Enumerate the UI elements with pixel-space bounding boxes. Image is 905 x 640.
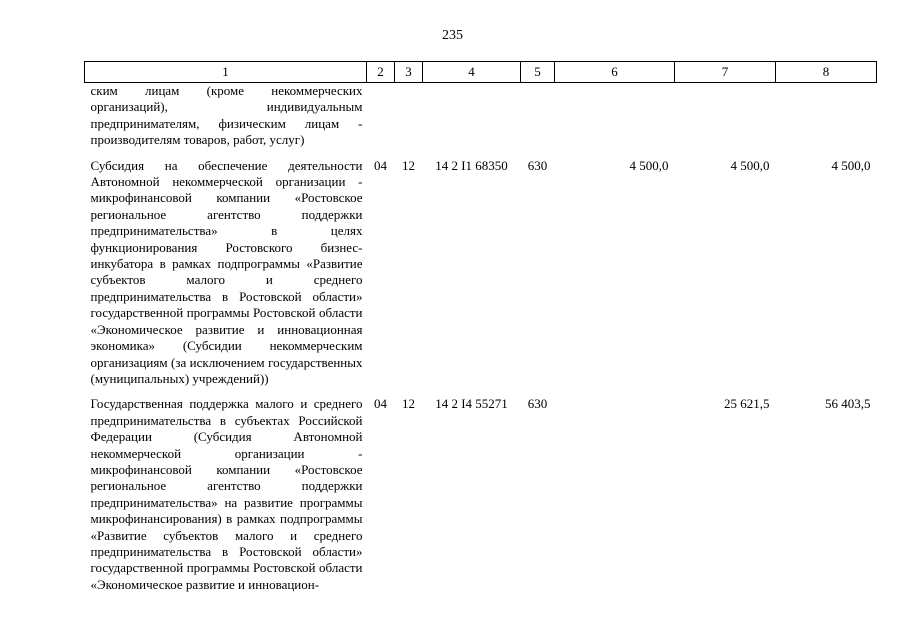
page-number: 235 xyxy=(442,28,463,43)
row-target-article: 14 2 I1 68350 xyxy=(435,157,508,173)
row-section: 04 xyxy=(374,396,387,412)
header-col-3: 3 xyxy=(395,62,423,83)
row-section xyxy=(367,83,395,158)
row-expense-type xyxy=(521,83,555,158)
row-target-article: 14 2 I4 55271 xyxy=(435,396,508,412)
row-amount-col6 xyxy=(555,396,675,593)
row-amount-col6 xyxy=(555,83,675,158)
header-col-6: 6 xyxy=(555,62,675,83)
header-col-5: 5 xyxy=(521,62,555,83)
row-description: Субсидия на обеспечение деятельности Автономной некоммерческой организации - микрофинансовой компании «Ростовское региональное агентство поддержки предпринимательства» в целях функционирования Ростовского бизнес-инкубатора в рамках подпрограммы «Развитие субъектов малого и среднего предпринимательства в Ростовской области» государственной программы Ростовской области «Экономическое развитие и инновационная экономика» (Субсидии некоммерческим организациям (за исключением государственных (муниципальных) учреждений)) xyxy=(90,157,363,386)
row-subsection: 12 xyxy=(402,157,415,173)
row-amount-col8: 56 403,5 xyxy=(825,396,871,412)
row-subsection xyxy=(395,83,423,158)
row-expense-type: 630 xyxy=(527,396,548,412)
row-section: 04 xyxy=(374,157,387,173)
header-col-1: 1 xyxy=(85,62,367,83)
row-amount-col7: 4 500,0 xyxy=(730,157,770,173)
row-description: ским лицам (кроме некоммерческих организаций), индивидуальным предпринимателям, физическим лицам - производителям товаров, работ, услуг) xyxy=(90,83,363,148)
table-header-row xyxy=(85,62,877,83)
row-expense-type: 630 xyxy=(527,157,548,173)
row-amount-col7 xyxy=(675,83,776,158)
row-amount-col6: 4 500,0 xyxy=(629,157,669,173)
table-row xyxy=(85,396,877,593)
table-row xyxy=(85,83,877,158)
row-target-article xyxy=(423,83,521,158)
header-col-8: 8 xyxy=(776,62,877,83)
header-col-4: 4 xyxy=(423,62,521,83)
header-col-7: 7 xyxy=(675,62,776,83)
row-subsection: 12 xyxy=(402,396,415,412)
budget-table xyxy=(84,61,877,593)
header-col-2: 2 xyxy=(367,62,395,83)
row-amount-col7: 25 621,5 xyxy=(724,396,770,412)
table-row xyxy=(85,158,877,397)
row-amount-col8 xyxy=(776,83,877,158)
row-description: Государственная поддержка малого и среднего предпринимательства в субъектах Российской Федерации (Субсидия Автономной некоммерческой организации - микрофинансовой компании «Ростовское региональное агентство поддержки предпринимательства» на развитие программы микрофинансирования) в рамках подпрограммы «Развитие субъектов малого и среднего предпринимательства в Ростовской области» государственной программы Ростовской области «Экономическое развитие и инновацион- xyxy=(90,396,363,592)
row-amount-col8: 4 500,0 xyxy=(831,157,871,173)
